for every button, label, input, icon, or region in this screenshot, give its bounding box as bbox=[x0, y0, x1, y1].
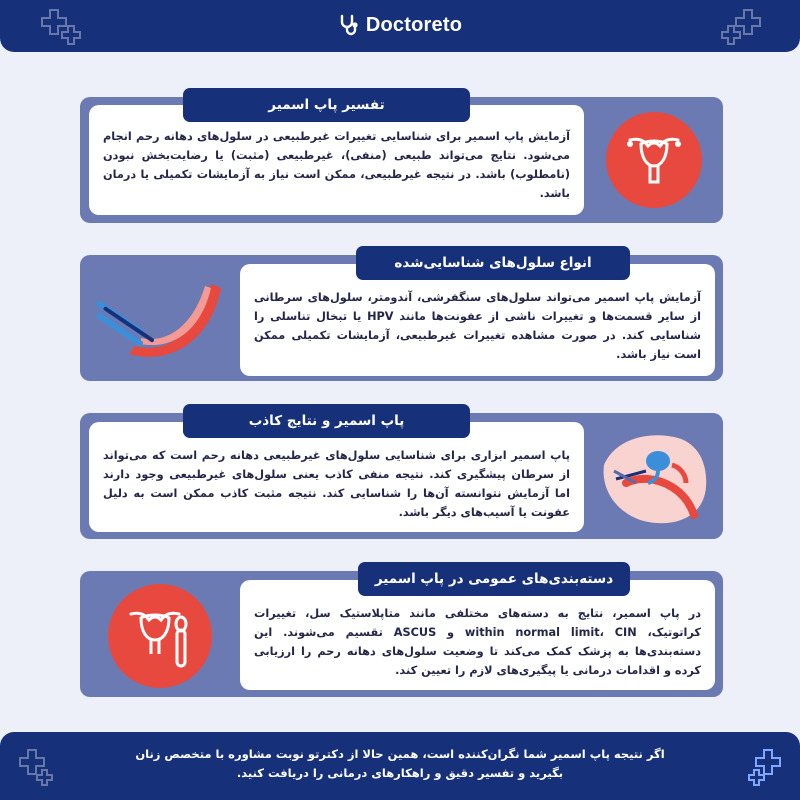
section-body: در پاپ اسمیر، نتایج به دسته‌های مختلفی مانند متاپلاستیک سل، تغییرات کراتوتیک، within normal limit، CIN و ASCUS تقسیم می‌شوند. این دسته‌بندی‌ها به پزشک کمک می‌کند تا وضعیت سلول‌های دهانه رحم را ارزیابی کرده و اقدامات درمانی یا پیگیری‌های لازم را تعیین کند. bbox=[240, 580, 715, 690]
speculum-swab-icon bbox=[95, 270, 225, 366]
section-title: پاپ اسمیر و نتایج کاذب bbox=[183, 404, 470, 438]
pelvic-anatomy-icon bbox=[598, 425, 710, 527]
section-title: تفسیر پاپ اسمیر bbox=[183, 88, 470, 122]
section-body: آزمایش پاپ اسمیر برای شناسایی تغییرات غیرطبیعی در سلول‌های دهانه رحم انجام می‌شود. نتایج می‌تواند طبیعی (منفی)، غیرطبیعی (مثبت) یا رضایت‌بخش نبودن (نامطلوب) باشد. در نتیجه غیرطبیعی، ممکن است نیاز به آزمایشات تکمیلی یا درمان باشد. bbox=[89, 105, 584, 215]
footer-cta-text: اگر نتیجه پاپ اسمیر شما نگران‌کننده است، همین حالا از دکترتو نوبت مشاوره با متخصص زنان بگیرید و تفسیر دقیق و راهکارهای درمانی را دریافت کنید. bbox=[135, 747, 665, 780]
uterus-swab-icon bbox=[125, 600, 195, 672]
section-body: پاپ اسمیر ابزاری برای شناسایی سلول‌های غیرطبیعی دهانه رحم است که می‌تواند از سرطان پیشگیری کند. نتیجه منفی کاذب یعنی سلول‌های غیرطبیعی وجود دارند اما آزمایش نتوانسته آن‌ها را شناسایی کند. نتیجه مثبت کاذب ممکن است به دلیل عفونت یا آسیب‌های دیگر باشد. bbox=[89, 422, 584, 532]
uterus-icon-circle bbox=[606, 112, 702, 208]
uterus-icon bbox=[624, 128, 684, 192]
medical-cross-decoration-icon bbox=[16, 746, 56, 790]
section-title: انواع سلول‌های شناسایی‌شده bbox=[356, 246, 630, 280]
section-title: دسته‌بندی‌های عمومی در پاپ اسمیر bbox=[358, 562, 630, 596]
brand-name: Doctoreto bbox=[365, 13, 463, 36]
stethoscope-logo-icon bbox=[338, 13, 360, 37]
uterus-swab-icon-circle bbox=[108, 584, 212, 688]
medical-cross-decoration-icon bbox=[746, 746, 786, 790]
section-body: آزمایش پاپ اسمیر می‌تواند سلول‌های سنگفرشی، آندومتر، سلول‌های سرطانی از سایر قسمت‌ها و تغییرات ناشی از عفونت‌ها مانند HPV یا تبخال تناسلی را شناسایی کند. در صورت مشاهده تغییرات غیرطبیعی، آزمایشات تکمیلی ممکن است نیاز باشد. bbox=[240, 264, 715, 376]
brand-logo[interactable] bbox=[0, 10, 800, 40]
